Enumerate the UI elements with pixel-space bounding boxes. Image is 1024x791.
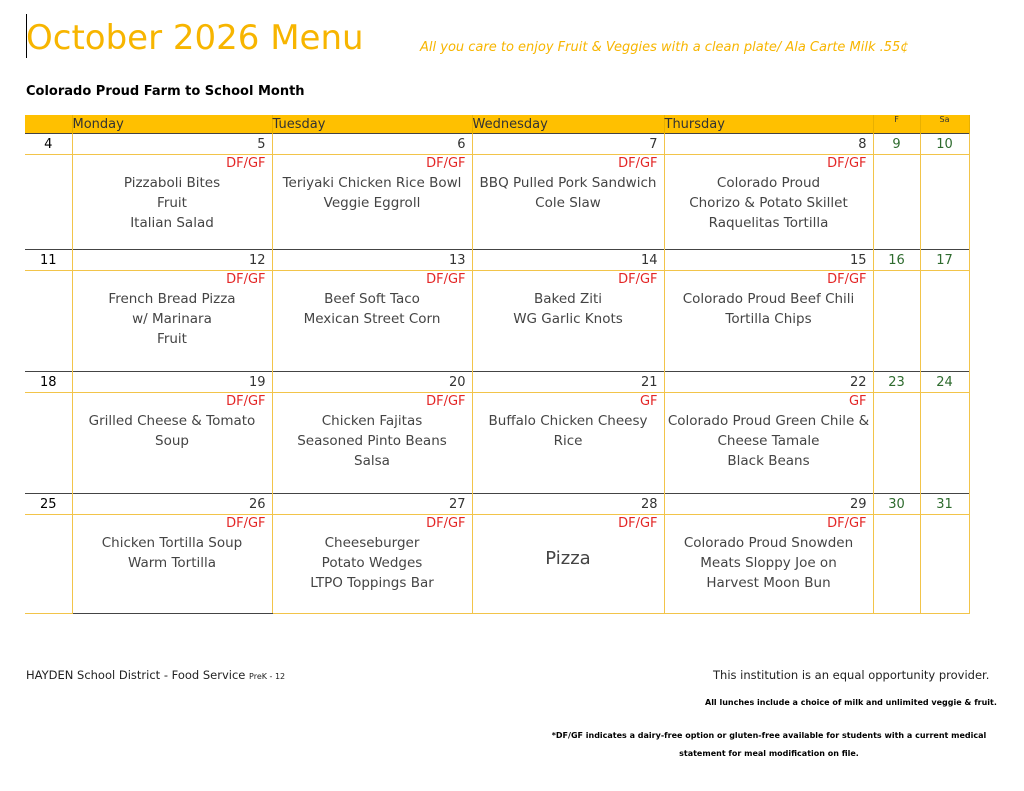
tue-menu-cell (272, 155, 472, 250)
diet-tag: DF/GF (827, 516, 867, 531)
menu-item: Seasoned Pinto Beans (297, 433, 447, 449)
mon-menu-cell (72, 515, 272, 614)
wednesday-date: 21 (472, 372, 664, 393)
diet-tag: DF/GF (827, 272, 867, 287)
menu-item: Teriyaki Chicken Rice Bowl (282, 175, 462, 191)
menu-item: Cole Slaw (535, 195, 601, 211)
mon-menu-cell (72, 393, 272, 494)
grade-range: PreK - 12 (249, 672, 286, 681)
diet-tag: DF/GF (426, 156, 466, 171)
equal-opportunity-statement: This institution is an equal opportunity provider. (713, 668, 990, 682)
saturday-header: Sa (920, 115, 969, 134)
diet-tag: DF/GF (618, 516, 658, 531)
thursday-date: 22 (664, 372, 873, 393)
menu-item: Colorado Proud Snowden (683, 535, 854, 551)
menu-item: Tortilla Chips (725, 311, 812, 327)
diet-tag: DF/GF (618, 156, 658, 171)
monday-date: 19 (72, 372, 272, 393)
friday-date: 23 (873, 372, 920, 393)
menu-item: Potato Wedges (321, 555, 423, 571)
menu-row (25, 271, 969, 372)
menu-item: Pizzaboli Bites (123, 175, 221, 191)
menu-item: Buffalo Chicken Cheesy (488, 413, 648, 429)
diet-tag: DF/GF (226, 394, 266, 409)
saturday-date: 24 (920, 372, 969, 393)
menu-item: Beef Soft Taco (324, 291, 420, 307)
diet-tag: DF/GF (426, 394, 466, 409)
saturday-date: 31 (920, 494, 969, 515)
mon-menu-cell (72, 155, 272, 250)
sunday-cell (25, 515, 72, 614)
diet-tag: DF/GF (827, 156, 867, 171)
tuesday-date: 27 (272, 494, 472, 515)
menu-item: Fruit (157, 195, 187, 211)
wed-menu-cell (472, 271, 664, 372)
menu-item: Italian Salad (130, 215, 214, 231)
tuesday-header: Tuesday (272, 115, 472, 134)
menu-item: BBQ Pulled Pork Sandwich (479, 175, 657, 191)
menu-item: Chorizo & Potato Skillet (689, 195, 848, 211)
tuesday-date: 20 (272, 372, 472, 393)
thursday-date: 29 (664, 494, 873, 515)
menu-item: Baked Ziti (533, 291, 603, 307)
sunday-date: 4 (25, 134, 72, 155)
saturday-date: 10 (920, 134, 969, 155)
subtitle: Colorado Proud Farm to School Month (26, 84, 305, 99)
wed-menu-cell (472, 393, 664, 494)
friday-header: F (873, 115, 920, 134)
thu-menu-cell (664, 393, 873, 494)
monday-date: 26 (72, 494, 272, 515)
date-row (25, 250, 969, 271)
saturday-cell (920, 393, 969, 494)
menu-item: Colorado Proud (716, 175, 821, 191)
diet-tag: DF/GF (426, 516, 466, 531)
weekday-header-row (25, 115, 969, 134)
thursday-date: 8 (664, 134, 873, 155)
sunday-header (25, 115, 72, 134)
saturday-cell (920, 515, 969, 614)
sunday-date: 11 (25, 250, 72, 271)
menu-item: Colorado Proud Beef Chili (682, 291, 855, 307)
sunday-cell (25, 271, 72, 372)
lunch-note: All lunches include a choice of milk and unlimited veggie & fruit. (705, 698, 997, 707)
menu-item: Colorado Proud Green Chile & (667, 413, 870, 429)
friday-cell (873, 155, 920, 250)
menu-item: Pizza (545, 548, 591, 569)
thursday-date: 15 (664, 250, 873, 271)
friday-date: 9 (873, 134, 920, 155)
menu-item: Rice (553, 433, 583, 449)
wednesday-header: Wednesday (472, 115, 664, 134)
saturday-cell (920, 271, 969, 372)
tue-menu-cell (272, 271, 472, 372)
menu-calendar (25, 115, 970, 614)
friday-cell (873, 393, 920, 494)
thu-menu-cell (664, 271, 873, 372)
thu-menu-cell (664, 515, 873, 614)
mon-menu-cell (72, 271, 272, 372)
tue-menu-cell (272, 515, 472, 614)
diet-tag: DF/GF (226, 156, 266, 171)
sunday-date: 18 (25, 372, 72, 393)
thursday-header: Thursday (664, 115, 873, 134)
menu-item: Raquelitas Tortilla (708, 215, 829, 231)
menu-row (25, 155, 969, 250)
district-footer (26, 668, 285, 682)
menu-item: LTPO Toppings Bar (310, 575, 434, 591)
menu-item: Soup (155, 433, 189, 449)
page-title: October 2026 Menu (26, 18, 364, 58)
saturday-date: 17 (920, 250, 969, 271)
friday-cell (873, 271, 920, 372)
menu-item: Cheeseburger (324, 535, 420, 551)
menu-item: Meats Sloppy Joe on (700, 555, 837, 571)
friday-date: 30 (873, 494, 920, 515)
tagline: All you care to enjoy Fruit & Veggies with a clean plate/ Ala Carte Milk .55¢ (420, 40, 909, 55)
sunday-date: 25 (25, 494, 72, 515)
menu-item: Veggie Eggroll (323, 195, 421, 211)
diet-tag: GF (639, 394, 658, 409)
friday-date: 16 (873, 250, 920, 271)
menu-item: French Bread Pizza (108, 291, 236, 307)
menu-row (25, 393, 969, 494)
friday-cell (873, 515, 920, 614)
wednesday-date: 7 (472, 134, 664, 155)
menu-item: Warm Tortilla (127, 555, 217, 571)
tuesday-date: 6 (272, 134, 472, 155)
menu-item: Cheese Tamale (717, 433, 820, 449)
monday-date: 12 (72, 250, 272, 271)
menu-item: Grilled Cheese & Tomato (88, 413, 256, 429)
diet-tag: DF/GF (226, 272, 266, 287)
menu-item: Salsa (354, 453, 390, 469)
wed-menu-cell (472, 155, 664, 250)
tue-menu-cell (272, 393, 472, 494)
menu-item: WG Garlic Knots (513, 311, 623, 327)
diet-tag: DF/GF (426, 272, 466, 287)
diet-tag: DF/GF (618, 272, 658, 287)
menu-item: Chicken Tortilla Soup (101, 535, 243, 551)
district-name: HAYDEN School District - Food Service (26, 668, 246, 682)
tuesday-date: 13 (272, 250, 472, 271)
diet-tag: GF (848, 394, 867, 409)
dfgf-note: *DF/GF indicates a dairy-free option or gluten-free available for students with a current medical statement for meal modification on file. (551, 731, 987, 758)
wed-menu-cell (472, 515, 664, 614)
menu-item: Harvest Moon Bun (706, 575, 831, 591)
menu-item: Mexican Street Corn (303, 311, 441, 327)
sunday-cell (25, 393, 72, 494)
monday-header: Monday (72, 115, 272, 134)
wednesday-date: 14 (472, 250, 664, 271)
date-row (25, 134, 969, 155)
sunday-cell (25, 155, 72, 250)
thu-menu-cell (664, 155, 873, 250)
diet-tag: DF/GF (226, 516, 266, 531)
menu-item: Black Beans (727, 453, 810, 469)
menu-item: Chicken Fajitas (321, 413, 423, 429)
date-row (25, 372, 969, 393)
menu-item: w/ Marinara (132, 311, 212, 327)
monday-date: 5 (72, 134, 272, 155)
wednesday-date: 28 (472, 494, 664, 515)
date-row (25, 494, 969, 515)
menu-row (25, 515, 969, 614)
menu-item: Fruit (157, 331, 187, 347)
saturday-cell (920, 155, 969, 250)
